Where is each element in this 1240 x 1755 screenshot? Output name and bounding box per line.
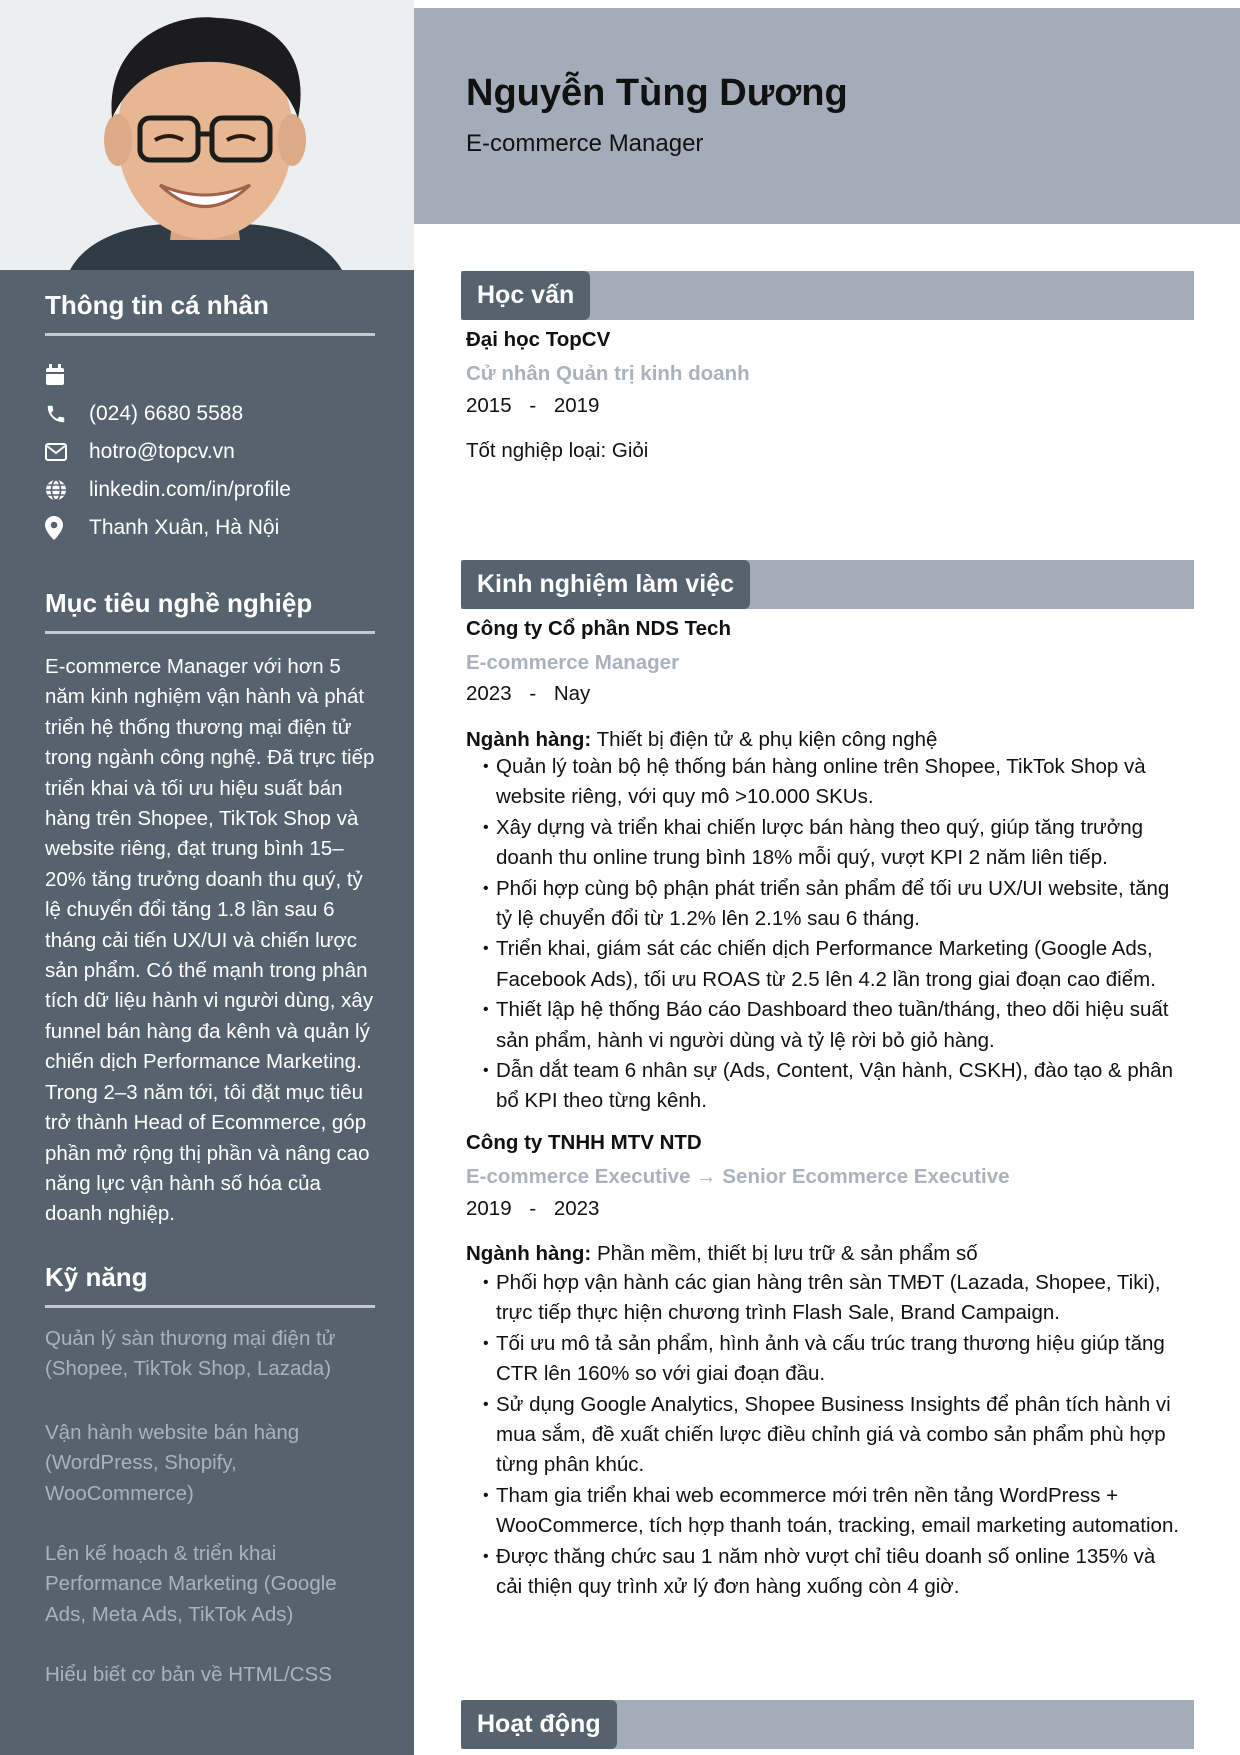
phone-value[interactable]: (024) 6680 5588 (89, 402, 244, 425)
profile-photo (0, 0, 414, 270)
envelope-icon (45, 440, 75, 464)
skill-item: Lên kế hoạch & triển khai Performance Marketing (Google Ads, Meta Ads, TikTok Ads) (45, 1542, 337, 1626)
experience-heading: Kinh nghiệm làm việc (461, 560, 750, 609)
objective-text: E-commerce Manager với hơn 5 năm kinh nghiệm vận hành và phát triển hệ thống thương mại điện tử trong ngành công nghệ. Đã trực tiếp triển khai và tối ưu hiệu suất bán hàng trên Shopee, TikTok Shop và website riêng, đạt trung bình 15–20% tăng trưởng doanh thu quý, tỷ lệ chuyển đổi tăng 1.8 lần sau 6 tháng cải tiến UX/UI và chiến lược sản phẩm. Có thế mạnh trong phân tích dữ liệu hành vi người dùng, xây funnel bán hàng đa kênh và quản lý chiến dịch Performance Marketing. Trong 2–3 năm tới, tôi đặt mục tiêu trở thành Head of Ecommerce, góp phần mở rộng thị phần và nâng cao năng lực vận hành số hóa của doanh nghiệp. (45, 655, 375, 1226)
education-end: 2019 (553, 394, 600, 417)
candidate-name: Nguyễn Tùng Dương (466, 72, 848, 114)
job-industry (466, 1242, 978, 1266)
responsibility-item: • Dẫn dắt team 6 nhân sự (Ads, Content, Vận hành, CSKH), đào tạo & phân bổ KPI theo từng kênh. (466, 1056, 1186, 1117)
skill-item: Vận hành website bán hàng (WordPress, Shopify, WooCommerce) (45, 1421, 300, 1505)
job-dates (466, 1197, 599, 1221)
job-end: Nay (553, 682, 591, 705)
responsibility-item: • Triển khai, giám sát các chiến dịch Performance Marketing (Google Ads, Facebook Ads), tối ưu ROAS từ 2.5 lên 4.2 lần trong giai đoạn cao điểm. (466, 934, 1186, 995)
responsibility-item: • Sử dụng Google Analytics, Shopee Business Insights để phân tích hành vi mua sắm, đề xuất chiến lược điều chỉnh giá và combo sản phẩm phù hợp từng phân khúc. (466, 1390, 1186, 1481)
contact-address (45, 513, 279, 543)
responsibility-item: • Phối hợp vận hành các gian hàng trên sàn TMĐT (Lazada, Shopee, Tiki), trực tiếp thực hiện chương trình Flash Sale, Brand Campaign. (466, 1268, 1186, 1329)
industry-label: Ngành hàng: (466, 1242, 592, 1265)
education-header (461, 271, 1194, 320)
job-role: E-commerce Manager (466, 651, 680, 674)
skills-section (45, 1262, 375, 1308)
objective-section (45, 588, 375, 1230)
experience-header (461, 560, 1194, 609)
candidate-title: E-commerce Manager (466, 130, 704, 157)
education-date-separator: - (529, 394, 537, 417)
responsibility-item: • Thiết lập hệ thống Báo cáo Dashboard theo tuần/tháng, theo dõi hiệu suất sản phẩm, hành vi người dùng và tỷ lệ rời bỏ giỏ hàng. (466, 995, 1186, 1056)
education-heading: Học vấn (461, 271, 590, 320)
globe-icon (45, 478, 75, 502)
contact-list (45, 360, 375, 550)
calendar-icon (45, 363, 75, 387)
job-date-separator: - (529, 1197, 537, 1220)
education-dates (466, 394, 599, 418)
job-dates (466, 682, 590, 706)
education-start: 2015 (466, 394, 512, 417)
industry-value: Thiết bị điện tử & phụ kiện công nghệ (596, 728, 938, 751)
job-company: Công ty TNHH MTV NTD (466, 1131, 702, 1154)
contact-website (45, 475, 291, 505)
contact-phone (45, 399, 243, 429)
personal-info-section (45, 290, 375, 336)
contact-calendar (45, 360, 89, 390)
job-responsibilities (466, 752, 1186, 1117)
activities-heading: Hoạt động (461, 1700, 617, 1749)
job-date-separator: - (529, 682, 537, 705)
responsibility-item: • Tham gia triển khai web ecommerce mới trên nền tảng WordPress + WooCommerce, tích hợp thanh toán, tracking, email marketing automation. (466, 1481, 1186, 1542)
industry-label: Ngành hàng: (466, 728, 592, 751)
contact-email (45, 437, 235, 467)
responsibility-item: • Quản lý toàn bộ hệ thống bán hàng online trên Shopee, TikTok Shop và website riêng, với quy mô >10.000 SKUs. (466, 752, 1186, 813)
avatar-portrait (0, 0, 414, 270)
responsibility-item: • Được thăng chức sau 1 năm nhờ vượt chỉ tiêu doanh số online 135% và cải thiện quy trình xử lý đơn hàng xuống còn 4 giờ. (466, 1542, 1186, 1603)
phone-icon (45, 402, 75, 426)
skills-heading: Kỹ năng (45, 1262, 375, 1308)
objective-heading: Mục tiêu nghề nghiệp (45, 588, 375, 634)
responsibility-item: • Tối ưu mô tả sản phẩm, hình ảnh và cấu trúc trang thương hiệu giúp tăng CTR lên 160% so với giai đoạn đầu. (466, 1329, 1186, 1390)
job-start: 2023 (466, 682, 512, 705)
skill-item: Hiểu biết cơ bản về HTML/CSS (45, 1663, 332, 1686)
education-note: Tốt nghiệp loại: Giỏi (466, 439, 649, 462)
sidebar (0, 0, 414, 1755)
job-industry (466, 728, 937, 752)
responsibility-item: • Phối hợp cùng bộ phận phát triển sản phẩm để tối ưu UX/UI website, tăng tỷ lệ chuyển đổi từ 1.2% lên 2.1% sau 6 tháng. (466, 874, 1186, 935)
personal-info-heading: Thông tin cá nhân (45, 290, 375, 336)
job-role: E-commerce Executive → Senior Ecommerce Executive (466, 1165, 1010, 1188)
responsibility-item: • Xây dựng và triển khai chiến lược bán hàng theo quý, giúp tăng trưởng doanh thu online trung bình 18% mỗi quý, vượt KPI 2 năm liên tiếp. (466, 813, 1186, 874)
activities-header (461, 1700, 1194, 1749)
map-pin-icon (45, 516, 75, 540)
industry-value: Phần mềm, thiết bị lưu trữ & sản phẩm số (596, 1242, 978, 1265)
website-value[interactable]: linkedin.com/in/profile (89, 478, 291, 501)
job-start: 2019 (466, 1197, 512, 1220)
education-school: Đại học TopCV (466, 328, 611, 351)
job-responsibilities (466, 1268, 1186, 1602)
address-value: Thanh Xuân, Hà Nội (89, 516, 280, 539)
header-band (414, 8, 1240, 224)
job-company: Công ty Cổ phần NDS Tech (466, 617, 731, 640)
job-end: 2023 (553, 1197, 600, 1220)
education-degree: Cử nhân Quản trị kinh doanh (466, 362, 750, 385)
skill-item: Quản lý sàn thương mại điện tử (Shopee, TikTok Shop, Lazada) (45, 1327, 336, 1381)
email-value[interactable]: hotro@topcv.vn (89, 440, 235, 463)
